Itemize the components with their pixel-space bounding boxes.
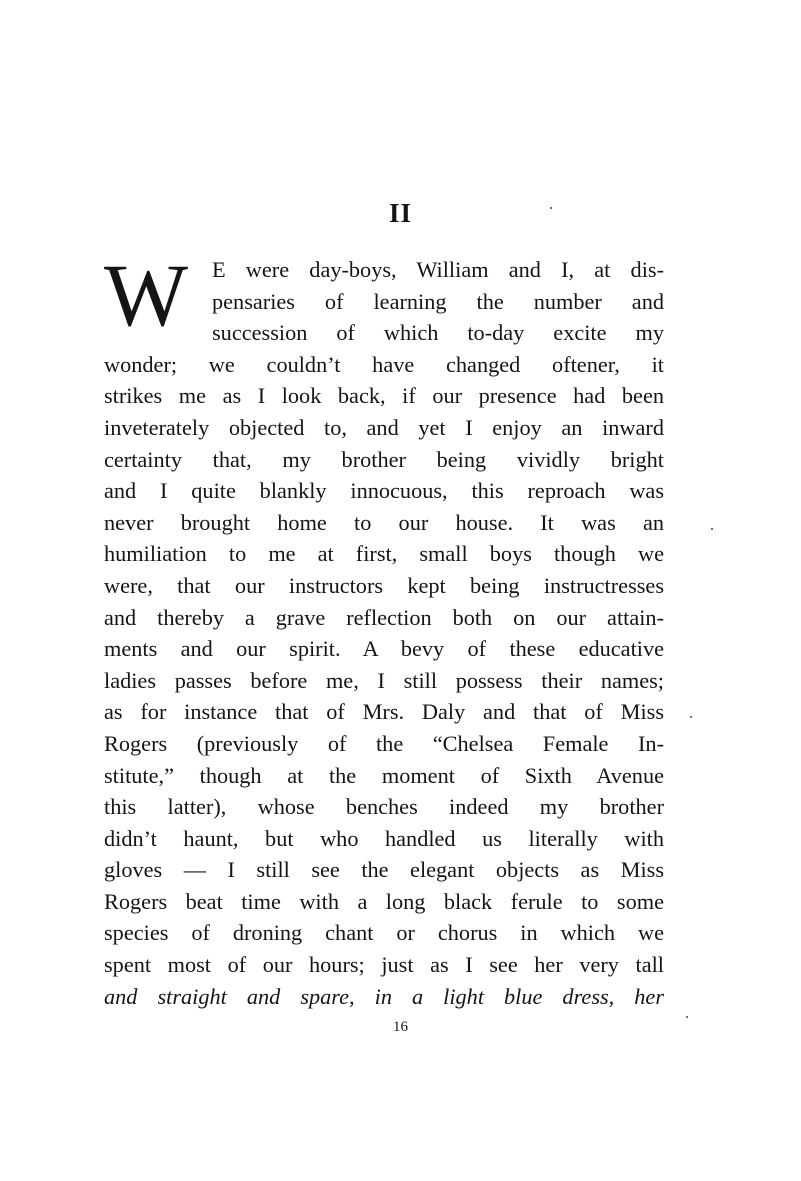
text-line: were, that our instructors kept being instructresses <box>104 572 664 598</box>
text-line: stitute,” though at the moment of Sixth Avenue <box>104 762 664 788</box>
text-line: pensaries of learning the number and <box>212 288 664 314</box>
scan-speck <box>690 716 692 718</box>
scan-speck <box>550 207 552 209</box>
text-line: ments and our spirit. A bevy of these educative <box>104 636 664 662</box>
text-line: Rogers (previously of the “Chelsea Female In- <box>104 730 664 756</box>
body-text <box>104 247 664 1012</box>
text-line: and straight and spare, in a light blue dress, her <box>104 983 664 1009</box>
scan-speck <box>686 1016 688 1018</box>
text-line: humiliation to me at first, small boys though we <box>104 541 664 567</box>
text-line: certainty that, my brother being vividly bright <box>104 446 664 472</box>
text-line: this latter), whose benches indeed my brother <box>104 794 664 820</box>
text-line: inveterately objected to, and yet I enjoy an inward <box>104 414 664 440</box>
text-line: species of droning chant or chorus in which we <box>104 920 664 946</box>
text-line: E were day-boys, William and I, at dis- <box>212 257 664 282</box>
text-line: gloves — I still see the elegant objects as Miss <box>104 857 664 883</box>
text-line: spent most of our hours; just as I see her very tall <box>104 952 664 978</box>
chapter-heading: II <box>388 198 412 228</box>
text-line: wonder; we couldn’t have changed oftener, it <box>104 351 664 377</box>
text-line: and thereby a grave reflection both on our attain- <box>104 604 664 630</box>
text-line: strikes me as I look back, if our presence had been <box>104 383 664 409</box>
text-line: Rogers beat time with a long black ferule to some <box>104 888 664 914</box>
text-line: ladies passes before me, I still possess their names; <box>104 667 664 693</box>
text-line: never brought home to our house. It was an <box>104 509 664 535</box>
text-line: and I quite blankly innocuous, this reproach was <box>104 478 664 504</box>
text-line: as for instance that of Mrs. Daly and that of Miss <box>104 699 664 725</box>
scan-speck <box>711 528 713 530</box>
drop-cap: W <box>104 247 186 345</box>
text-line: didn’t haunt, but who handled us literally with <box>104 825 664 851</box>
page-number: 16 <box>393 1019 408 1035</box>
text-line: succession of which to-day excite my <box>212 320 664 346</box>
